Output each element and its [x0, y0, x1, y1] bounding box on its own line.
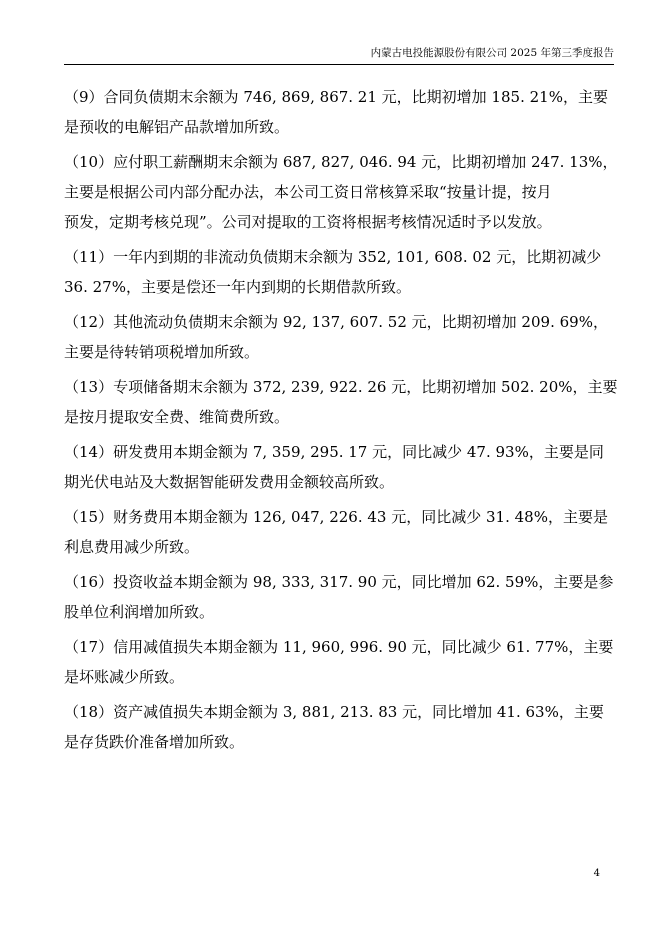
text-line: 36. 27%，主要是偿还一年内到期的长期借款所致。	[64, 278, 411, 296]
page-header	[64, 44, 614, 65]
text-line: 是预收的电解铝产品款增加所致。	[64, 118, 290, 136]
paragraph-14	[64, 437, 612, 497]
text-line: 预发，定期考核兑现”。公司对提取的工资将根据考核情况适时予以发放。	[64, 213, 552, 231]
text-line: （18）资产减值损失本期金额为 3, 881, 213. 83 元，同比增加 41. 63%，主要	[64, 703, 604, 721]
paragraph-11	[64, 242, 612, 302]
text-line: （10）应付职工薪酬期末余额为 687, 827, 046. 94 元，比期初增加 247. 13%，	[64, 153, 618, 171]
text-line: 主要是根据公司内部分配办法，本公司工资日常核算采取“按量计提，按月	[64, 183, 552, 201]
paragraph-17	[64, 632, 612, 692]
report-title: 内蒙古电投能源股份有限公司 2025 年第三季度报告	[370, 47, 614, 59]
text-line: （14）研发费用本期金额为 7, 359, 295. 17 元，同比减少 47. 93%，主要是同	[64, 443, 604, 461]
text-line: 期光伏电站及大数据智能研发费用金额较高所致。	[64, 473, 395, 491]
paragraph-9	[64, 82, 612, 142]
paragraph-12	[64, 307, 612, 367]
text-line: （13）专项储备期末余额为 372, 239, 922. 26 元，比期初增加 502. 20%，主要	[64, 378, 618, 396]
paragraph-13	[64, 372, 618, 432]
text-line: （17）信用减值损失本期金额为 11, 960, 996. 90 元，同比减少 61. 77%，主要	[64, 638, 614, 656]
text-line: （11）一年内到期的非流动负债期末余额为 352, 101, 608. 02 元，比期初减少	[64, 248, 602, 266]
document-body	[64, 82, 618, 762]
text-line: （16）投资收益本期金额为 98, 333, 317. 90 元，同比增加 62. 59%，主要是参	[64, 573, 614, 591]
paragraph-15	[64, 502, 612, 562]
paragraph-18	[64, 697, 612, 757]
paragraph-16	[64, 567, 612, 627]
text-line: 是按月提取安全费、维简费所致。	[64, 408, 290, 426]
text-line: （15）财务费用本期金额为 126, 047, 226. 43 元，同比减少 31. 48%，主要是	[64, 508, 608, 526]
text-line: 是存货跌价准备增加所致。	[64, 733, 245, 751]
text-line: 股单位利润增加所致。	[64, 603, 215, 621]
text-line: （12）其他流动负债期末余额为 92, 137, 607. 52 元，比期初增加 209. 69%，	[64, 313, 608, 331]
paragraph-10	[64, 147, 618, 237]
text-line: 主要是待转销项税增加所致。	[64, 343, 260, 361]
text-line: 利息费用减少所致。	[64, 538, 200, 556]
text-line: 是坏账减少所致。	[64, 668, 185, 686]
text-line: （9）合同负债期末余额为 746, 869, 867. 21 元，比期初增加 185. 21%，主要	[64, 88, 608, 106]
page-number: 4	[593, 868, 600, 879]
